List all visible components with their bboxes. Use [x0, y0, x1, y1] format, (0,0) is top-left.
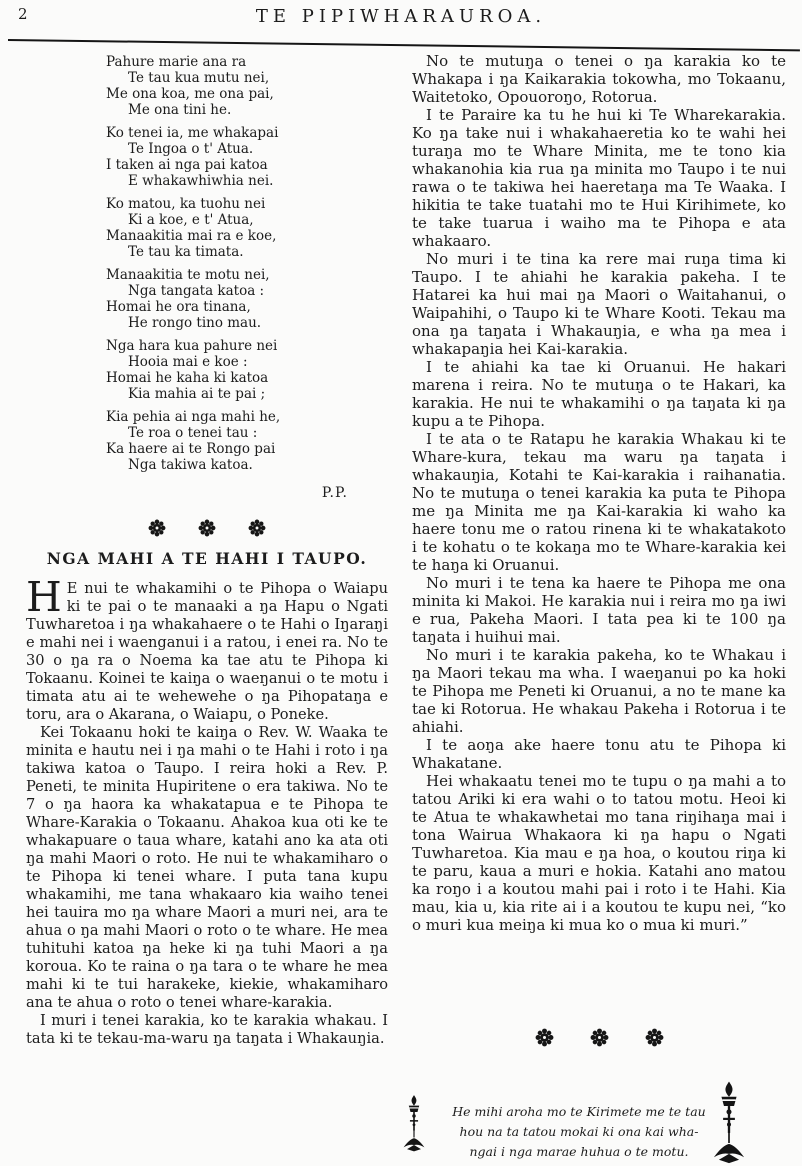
article-paragraph: I te ahiahi ka tae ki Oruanui. He hakari marena i reira. No te mutuŋa o te Hakari, ka karakia. He nui te whakamihi o ŋa taŋata ki ŋa kupu a te Pihopa. [412, 358, 786, 430]
footer-note-line: He mihi aroha mo te Kirimete me te tau [452, 1104, 706, 1119]
poem [106, 54, 388, 501]
rosette-icon [590, 1028, 609, 1047]
header-rule [8, 39, 800, 51]
article-paragraph: Hei whakaatu tenei mo te tupu o ŋa mahi a to tatou Ariki ki era wahi o to tatou motu. Heoi ki te Atua te whakawhetai mo tana riŋihaŋa mai i tona Wairua Whakaora ki ŋa hapu o Ngati Tuwharetoa. Kia mau e ŋa hoa, o koutou riŋa ki te paru, kaua a muri e hokia. Katahi ano matou ka roŋo i a koutou mahi pai i roto i te Hahi. Kia mau, kia u, kia rite ai i a koutou te kupu nei, “ko o muri kua meiŋa ki mua ko o mua ki muri.” [412, 772, 786, 934]
poem-line: Ka haere ai te Rongo pai [106, 441, 276, 457]
poem-line: Pahure marie ana ra [106, 54, 247, 70]
rosette-row-bottom [412, 1028, 786, 1047]
footer-note-line: hou na ta tatou mokai ki ona kai wha- [459, 1124, 699, 1139]
page-number: 2 [18, 5, 28, 23]
article-paragraph [26, 573, 388, 724]
rosette-row-top [26, 519, 388, 537]
poem-line: Kia mahia ai te pai ; [128, 386, 266, 402]
poem-stanza [106, 54, 388, 118]
poem-line: Te tau kua mutu nei, [128, 70, 270, 86]
poem-line: Nga tangata katoa : [128, 283, 265, 299]
poem-line: Manaakitia te motu nei, [106, 267, 270, 283]
poem-line: Ko tenei ia, me whakapai [106, 125, 279, 141]
poem-stanza [106, 196, 388, 260]
article-paragraph: No muri i te tena ka haere te Pihopa me ona minita ki Makoi. He karakia nui i reira mo ŋa iwi e rua, Pakeha Maori. I tata pea ki te 100 ŋa taŋata i huihui mai. [412, 574, 786, 646]
paragraph-text: E nui te whakamihi o te Pihopa o Waiapu ki te pai o te manaaki a ŋa Hapu o Ngati Tuwharetoa i ŋa whakahaere o te Hahi o Iŋaraŋi e mahi nei i waenganui i a ratou, i enei ra. No te 30 o ŋa ra o Noema ka tae atu te Pihopa ki Tokaanu. Koinei te kaiŋa o waeŋanui o te motu i timata atu ai te wehewehe o ŋa Pihopataŋa e toru, ara o Akarana, o Waiapu, o Poneke. [26, 580, 388, 723]
poem-line: Manaakitia mai ra e koe, [106, 228, 277, 244]
page-title: TE PIPIWHARAUROA. [255, 6, 547, 27]
poem-line: Kia pehia ai nga mahi he, [106, 409, 281, 425]
article-heading: NGA MAHI A TE HAHI I TAUPO. [46, 549, 368, 568]
article-paragraph: No muri i te karakia pakeha, ko te Whakau i ŋa Maori tekau ma wha. I waeŋanui po ka hoki te Pihopa me Peneti ki Oruanui, a no te mane ka tae ki Rotorua. He whakau Pakeha i Rotorua i te ahiahi. [412, 646, 786, 736]
poem-line: Ko matou, ka tuohu nei [106, 196, 266, 212]
article-paragraph: I te Paraire ka tu he hui ki Te Wharekarakia. Ko ŋa take nui i whakahaeretia ko te wahi hei turaŋa mo te Whare Minita, me te tono kia whakanohia kia rua ŋa minita mo Taupo i te nui rawa o te takiwa hei haeretaŋa ma Te Waaka. I hikitia te take tuatahi mo te Hui Kirihimete, ko te take tuarua i waiho ma te Pihopa e ata whakaaro. [412, 106, 786, 250]
article-paragraph: I muri i tenei karakia, ko te karakia whakau. I tata ki te tekau-ma-waru ŋa taŋata i Whakauŋia. [26, 1012, 388, 1047]
poem-line: Me ona tini he. [128, 102, 232, 118]
poem-line: Homai he ora tinana, [106, 299, 251, 315]
footer-note [448, 1102, 710, 1162]
poem-line: He rongo tino mau. [128, 315, 262, 331]
poem-stanza [106, 409, 388, 473]
poem-stanza [106, 338, 388, 402]
poem-signature: P.P. [321, 485, 348, 501]
poem-line: Te roa o tenei tau : [128, 425, 258, 441]
right-column [412, 52, 786, 934]
article-paragraph: No te mutuŋa o tenei o ŋa karakia ko te Whakapa i ŋa Kaikarakia tokowha, mo Tokaanu, Waitetoko, Opouoroŋo, Rotorua. [412, 52, 786, 106]
article-paragraph: I te ata o te Ratapu he karakia Whakau ki te Whare-kura, tekau ma waru ŋa taŋata i whakauŋia, Kotahi te Kai-karakia i raihanatia. No te mutuŋa o tenei karakia ka puta te Pihopa me ŋa Minita me ŋa Kai-karakia ki waho ka haere tonu me o ratou rinena ki te whakatakoto i te kohatu o te kokaŋa mo te Whare-karakia kei te haŋa ki Oruanui. [412, 430, 786, 574]
rosette-icon [645, 1028, 664, 1047]
poem-line: Nga takiwa katoa. [128, 457, 253, 473]
poem-stanza [106, 267, 388, 331]
drop-cap: H [26, 573, 62, 621]
rosette-icon [535, 1028, 554, 1047]
candelabrum-icon [402, 1094, 426, 1152]
candelabrum-icon [712, 1080, 746, 1164]
poem-line: Te Ingoa o t' Atua. [128, 141, 254, 157]
article-paragraph: No muri i te tina ka rere mai ruŋa tima ki Taupo. I te ahiahi he karakia pakeha. I te Hatarei ka hui mai ŋa Maori o Waitahanui, o Waipahihi, o Taupo ki te Whare Kooti. Tekau ma ona ŋa taŋata i Whakauŋia, e wha ŋa mea i whakapaŋia hei Kai-karakia. [412, 250, 786, 358]
article-paragraph: I te aoŋa ake haere tonu atu te Pihopa ki Whakatane. [412, 736, 786, 772]
poem-line: Ki a koe, e t' Atua, [128, 212, 254, 228]
poem-line: Te tau ka timata. [128, 244, 244, 260]
rosette-icon [198, 519, 216, 537]
poem-line: Me ona koa, me ona pai, [106, 86, 274, 102]
poem-stanza [106, 125, 388, 189]
footer-note-line: ngai i nga marae huhua o te motu. [469, 1144, 689, 1159]
rosette-icon [148, 519, 166, 537]
article-paragraph: Kei Tokaanu hoki te kaiŋa o Rev. W. Waaka te minita e hautu nei i ŋa mahi o te Hahi i roto i ŋa takiwa katoa o Taupo. I reira hoki a Rev. P. Peneti, te minita Hupiritene o era takiwa. No te 7 o ŋa haora ka whakatapua e te Pihopa te Whare-Karakia o Tokaanu. Ahakoa kua oti ke te whakapuare o taua whare, katahi ano ka ata oti ŋa mahi Maori o roto. He nui te whakamiharo o te Pihopa ki tenei whare. I puta tana kupu whakamihi, me tana whakaaro kia waiho tenei hei tauira mo ŋa whare Maori a muri nei, ara te ahua o ŋa mahi Maori o roto o te whare. He mea tuhituhi katoa ŋa heke ki ŋa tuhi Maori a ŋa koroua. Ko te raina o ŋa tara o te whare he mea mahi ki te tui harakeke, kiekie, whakamiharo ana te ahua o roto o tenei whare-karakia. [26, 724, 388, 1011]
left-column [26, 54, 388, 1048]
rosette-icon [248, 519, 266, 537]
poem-line: Nga hara kua pahure nei [106, 338, 278, 354]
poem-line: Homai he kaha ki katoa [106, 370, 269, 386]
poem-line: I taken ai nga pai katoa [106, 157, 268, 173]
poem-line: Hooia mai e koe : [128, 354, 248, 370]
poem-line: E whakawhiwhia nei. [128, 173, 274, 189]
